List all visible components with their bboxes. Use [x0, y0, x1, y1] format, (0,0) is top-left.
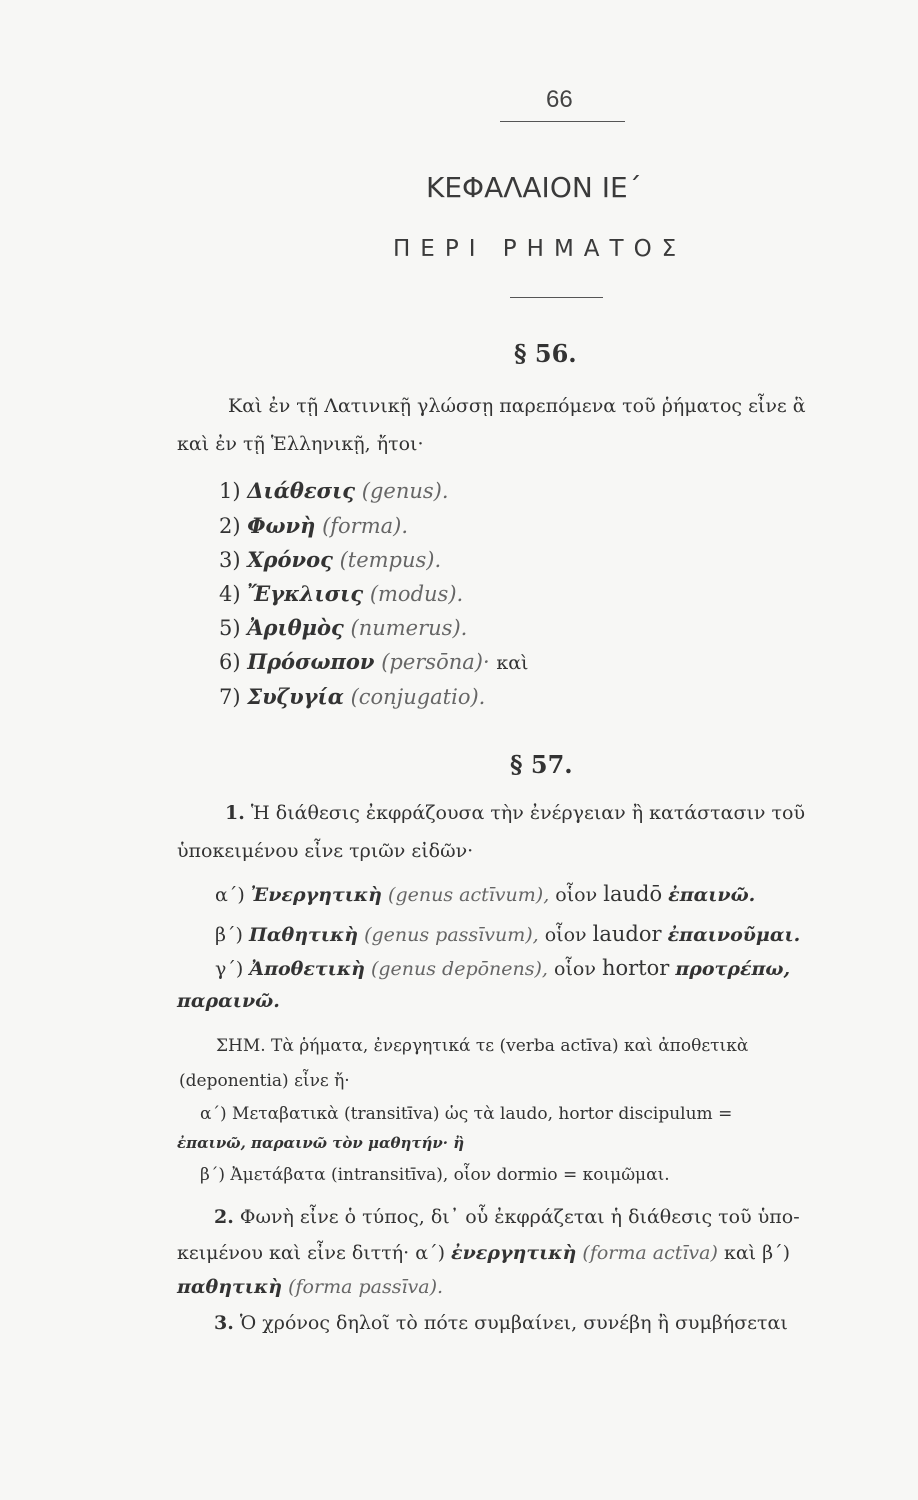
list-item: 2) Φωνὴ (forma). [219, 513, 409, 538]
sec57-p2-line1: 2. Φωνὴ εἶνε ὁ τύπος, δι᾽ οὗ ἐκφράζεται ἡ διάθεσις τοῦ ὑπο- [214, 1206, 800, 1228]
sec57-p1-line1: 1. Ἡ διάθεσις ἐκφράζουσα τὴν ἐνέργειαν ἢ κατάστασιν τοῦ [225, 802, 805, 824]
list-item: 6) Πρόσωπον (persōna)· καὶ [219, 649, 529, 674]
list-item: 1) Διάθεσις (genus). [219, 478, 449, 503]
sec56-intro-line2: καὶ ἐν τῇ Ἑλληνικῇ, ἤτοι· [177, 433, 424, 455]
sec57-p3-line1: 3. Ὁ χρόνος δηλοῖ τὸ πότε συμβαίνει, συνέβη ἢ συμβήσεται [214, 1312, 788, 1334]
section-57-heading: § 57. [510, 750, 573, 779]
sec57-p1-line2: ὑποκειμένου εἶνε τριῶν εἰδῶν· [177, 840, 474, 862]
page-number: 66 [546, 86, 573, 113]
sec57-p2-line3: παθητικὴ (forma passīva). [177, 1276, 444, 1298]
list-item: 3) Χρόνος (tempus). [219, 547, 442, 572]
voice-deponent-cont: παραινῶ. [177, 990, 280, 1012]
note-transitive: α΄) Μεταβατικὰ (transitīva) ὡς τὰ laudo, hortor discipulum = [200, 1104, 733, 1124]
sec57-p2-line2: κειμένου καὶ εἶνε διττή· α΄) ἐνεργητικὴ (forma actīva) καὶ β΄) [177, 1242, 791, 1264]
note-intransitive: β΄) Ἀμετάβατα (intransitīva), οἷον dormio = κοιμῶμαι. [200, 1165, 670, 1185]
section-56-heading: § 56. [514, 339, 577, 368]
list-item: 5) Ἀριθμὸς (numerus). [219, 615, 468, 640]
note-line1: ΣΗΜ. Τὰ ῥήματα, ἐνεργητικά τε (verba actīva) καὶ ἀποθετικὰ [216, 1036, 749, 1056]
voice-passive: β΄) Παθητικὴ (genus passīvum), οἷον laudor ἐπαινοῦμαι. [215, 922, 801, 946]
chapter-subtitle: ΠΕΡΙ ΡΗΜΑΤΟΣ [393, 236, 687, 262]
chapter-title: ΚΕΦΑΛΑΙΟΝ ΙΕ΄ [426, 171, 642, 204]
title-rule [510, 297, 603, 298]
page-number-rule [500, 121, 625, 122]
sec56-intro-line1: Καὶ ἐν τῇ Λατινικῇ γλώσσῃ παρεπόμενα τοῦ ῥήματος εἶνε ἃ [228, 395, 806, 417]
list-item: 7) Συζυγία (conjugatio). [219, 684, 486, 709]
note-line2: (deponentia) εἶνε ἤ· [179, 1071, 350, 1091]
note-transitive-cont: ἐπαινῶ, παραινῶ τὸν μαθητήν· ἢ [177, 1134, 465, 1152]
voice-active: α΄) Ἐνεργητικὴ (genus actīvum), οἷον laudō ἐπαινῶ. [215, 882, 756, 906]
list-item: 4) Ἔγκλισις (modus). [219, 581, 464, 606]
voice-deponent: γ΄) Ἀποθετικὴ (genus depōnens), οἷον hortor προτρέπω, [215, 956, 791, 980]
